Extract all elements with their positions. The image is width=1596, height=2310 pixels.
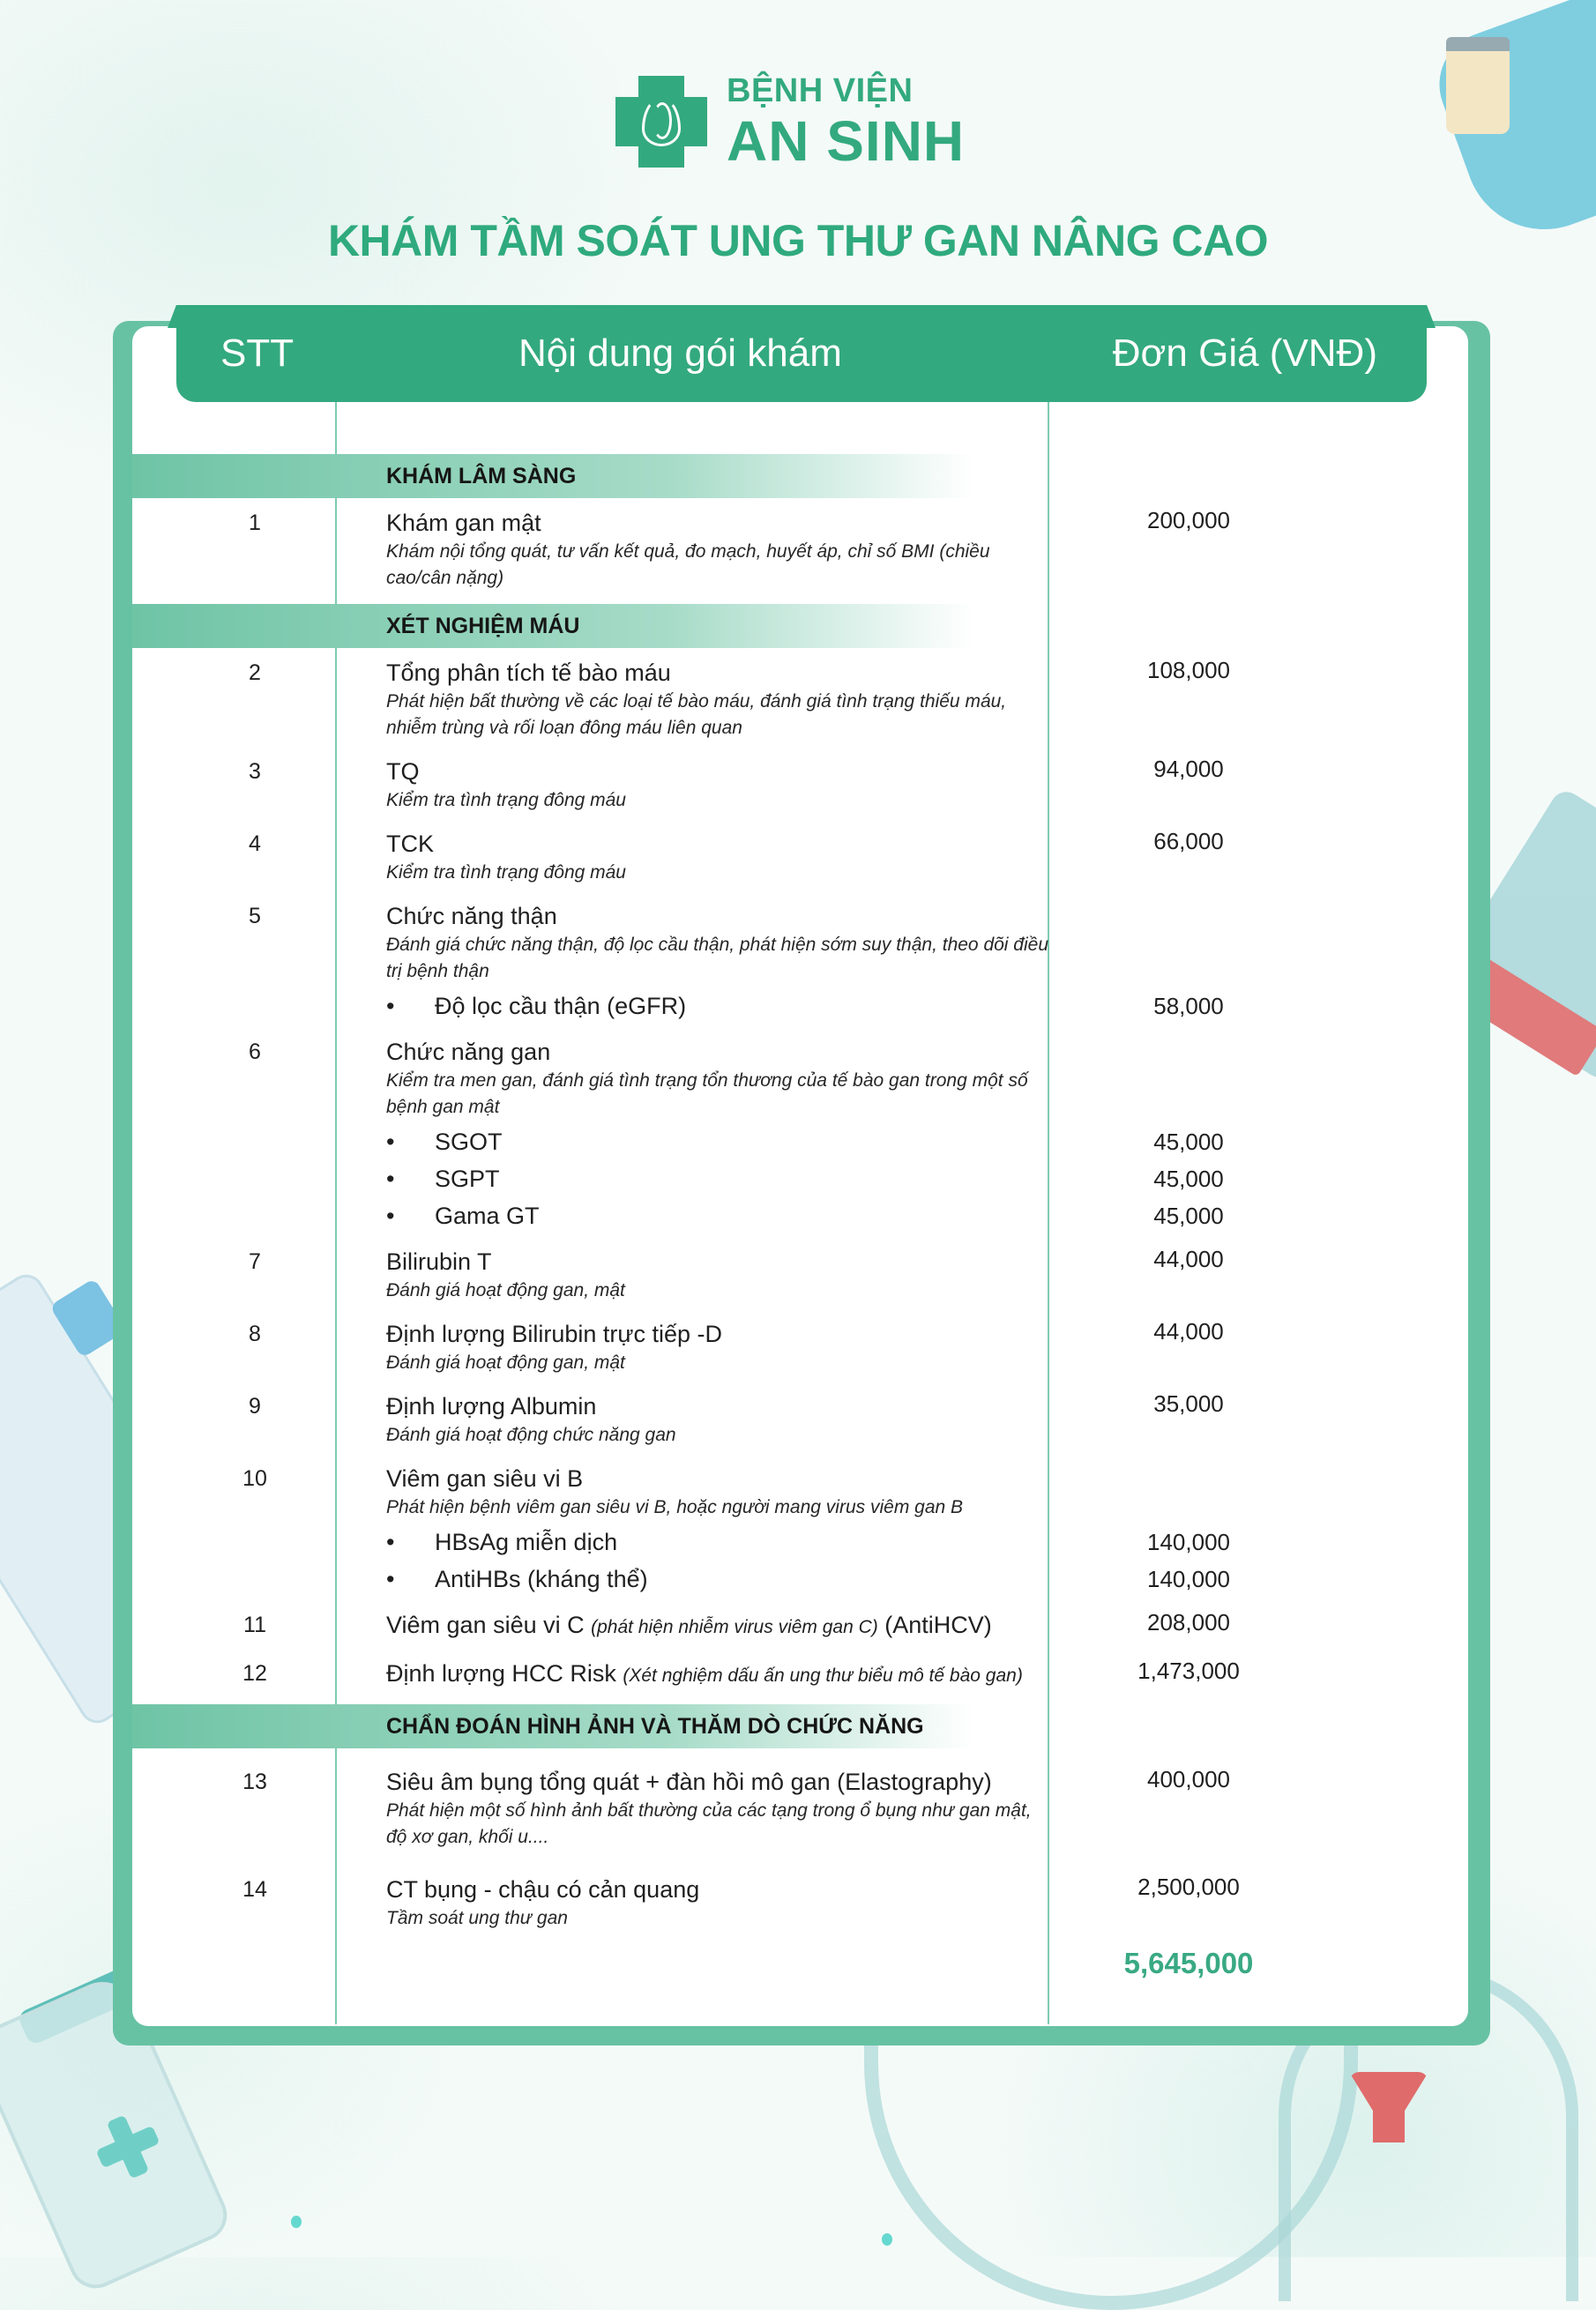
item-name: Tổng phân tích tế bào máu (386, 659, 671, 686)
row-stt: 10 (242, 1466, 267, 1491)
row-stt: 5 (249, 904, 261, 928)
row-price: 1,473,000 (1137, 1658, 1240, 1684)
sample-jar-illustration-icon (1446, 37, 1510, 134)
row-price: 44,000 (1153, 1246, 1224, 1272)
item-description: Khám nội tổng quát, tư vấn kết quả, đo mạch, huyết áp, chỉ số BMI (chiều cao/cân nặng) (386, 541, 990, 588)
row-content (386, 1874, 1056, 1932)
sub-item-price: 45,000 (1153, 1129, 1224, 1155)
hospital-cross-logo-icon (615, 76, 707, 168)
table-row (132, 1027, 1468, 1237)
item-description: Phát hiện bất thường về các loại tế bào máu, đánh giá tình trạng thiếu máu, nhiễm trùng và rối loạn đông máu liên quan (386, 691, 1007, 738)
row-price: 2,500,000 (1137, 1874, 1240, 1900)
row-stt: 9 (249, 1394, 261, 1419)
header-stt: STT (220, 332, 295, 375)
row-price: 200,000 (1147, 507, 1230, 533)
row-price: 94,000 (1153, 756, 1224, 782)
item-description: Kiểm tra tình trạng đông máu (386, 790, 626, 810)
row-content (386, 1246, 1056, 1304)
item-name: Khám gan mật (386, 510, 541, 536)
sub-item-name: HBsAg miễn dịch (435, 1529, 618, 1555)
sub-item (386, 1200, 1224, 1232)
table-row (132, 1649, 1468, 1697)
item-name: Định lượng Albumin (386, 1393, 597, 1420)
hospital-name-line1: BỆNH VIỆN (727, 72, 914, 109)
hospital-name-line2: AN SINH (727, 109, 966, 173)
sub-item-name: SGPT (435, 1166, 500, 1192)
total-price: 5,645,000 (1123, 1947, 1254, 1979)
bullet-icon: • (386, 1203, 395, 1229)
row-stt: 2 (249, 660, 261, 685)
table-row (132, 498, 1468, 597)
item-name: Định lượng HCC Risk (Xét nghiệm dấu ấn ung thư biểu mô tế bào gan) (386, 1660, 1023, 1687)
row-stt: 4 (249, 831, 261, 856)
table-row (132, 747, 1468, 819)
item-description: Phát hiện một số hình ảnh bất thường của các tạng trong ổ bụng như gan mật, độ xơ gan, khối u.... (386, 1800, 1032, 1847)
table-body (132, 454, 1468, 1937)
sub-item-name: Gama GT (435, 1203, 540, 1229)
row-content (386, 1463, 1230, 1595)
bullet-icon: • (386, 993, 395, 1019)
table-row (132, 1600, 1468, 1649)
row-stt: 12 (242, 1661, 267, 1686)
item-name: TCK (386, 831, 434, 857)
item-description: Đánh giá hoạt động gan, mật (386, 1280, 625, 1300)
table-row (132, 1382, 1468, 1454)
item-name: CT bụng - chậu có cản quang (386, 1876, 700, 1903)
row-content (386, 756, 1056, 814)
item-description: Đánh giá chức năng thận, độ lọc cầu thận, phát hiện sớm suy thận, theo dõi điều trị bệnh thận (386, 935, 1049, 981)
row-stt: 6 (249, 1040, 261, 1064)
item-name: Viêm gan siêu vi B (386, 1465, 584, 1492)
row-price: 66,000 (1153, 828, 1224, 854)
row-stt: 1 (249, 510, 261, 535)
table-header (176, 305, 1427, 402)
bullet-icon: • (386, 1129, 395, 1155)
item-name: Bilirubin T (386, 1248, 492, 1275)
sub-item-name: Độ lọc cầu thận (eGFR) (435, 993, 687, 1019)
table-row (132, 1748, 1468, 1856)
header-content: Nội dung gói khám (518, 332, 842, 375)
table-row (132, 891, 1468, 1027)
table-row (132, 648, 1468, 747)
row-content (386, 507, 1056, 592)
row-price: 400,000 (1147, 1766, 1230, 1792)
hospital-logo (615, 72, 966, 173)
table-row (132, 1856, 1468, 1937)
table-row (132, 819, 1468, 891)
item-name: Viêm gan siêu vi C (phát hiện nhiễm virus viêm gan C) (AntiHCV) (386, 1612, 992, 1638)
sub-item-price: 45,000 (1153, 1203, 1224, 1229)
section-title: CHẨN ĐOÁN HÌNH ẢNH VÀ THĂM DÒ CHỨC NĂNG (386, 1713, 924, 1739)
item-name: TQ (386, 758, 420, 785)
row-content (386, 828, 1056, 886)
hospital-name (727, 72, 966, 173)
row-price: 108,000 (1147, 657, 1230, 683)
table-row (132, 1309, 1468, 1382)
item-description: Tầm soát ung thư gan (386, 1908, 568, 1928)
item-description: Đánh giá hoạt động chức năng gan (386, 1425, 676, 1445)
row-stt: 14 (242, 1877, 267, 1902)
item-description: Phát hiện bệnh viêm gan siêu vi B, hoặc người mang virus viêm gan B (386, 1497, 964, 1517)
bullet-icon: • (386, 1566, 395, 1592)
item-name: Chức năng gan (386, 1039, 551, 1065)
row-content (386, 1609, 1056, 1643)
row-stt: 3 (249, 759, 261, 784)
row-stt: 13 (242, 1770, 267, 1794)
row-stt: 11 (243, 1613, 266, 1637)
decorative-dot-icon (882, 2233, 892, 2246)
page-title: KHÁM TẦM SOÁT UNG THƯ GAN NÂNG CAO (327, 216, 1269, 265)
sub-item-price: 58,000 (1153, 993, 1224, 1019)
item-note: (Xét nghiệm dấu ấn ung thư biểu mô tế bào gan) (623, 1665, 1023, 1686)
row-content (386, 1658, 1056, 1692)
bullet-icon: • (386, 1166, 395, 1192)
sub-item (386, 1526, 1230, 1558)
item-note: (phát hiện nhiễm virus viêm gan C) (591, 1617, 878, 1637)
row-stt: 8 (249, 1322, 261, 1346)
item-description: Kiểm tra tình trạng đông máu (386, 862, 626, 883)
row-price: 44,000 (1153, 1318, 1224, 1345)
sub-item (386, 1126, 1224, 1158)
section-title: XÉT NGHIỆM MÁU (386, 613, 580, 638)
row-stt: 7 (249, 1249, 261, 1274)
row-content (386, 1318, 1056, 1376)
row-content (386, 1036, 1224, 1232)
row-price: 35,000 (1153, 1390, 1224, 1417)
sub-item-name: AntiHBs (kháng thể) (435, 1566, 648, 1592)
section-header (132, 604, 1468, 648)
table-row (132, 1454, 1468, 1600)
item-name: Định lượng Bilirubin trực tiếp -D (386, 1321, 722, 1347)
row-content (386, 1766, 1056, 1851)
item-name: Chức năng thận (386, 903, 557, 929)
item-description: Đánh giá hoạt động gan, mật (386, 1352, 625, 1373)
decorative-dot-icon (291, 2216, 302, 2228)
section-header (132, 454, 1468, 498)
item-name: Siêu âm bụng tổng quát + đàn hồi mô gan (Elastography) (386, 1769, 992, 1795)
sub-item-price: 45,000 (1153, 1166, 1224, 1192)
sub-item (386, 1563, 1230, 1595)
table-row (132, 1237, 1468, 1309)
bullet-icon: • (386, 1529, 395, 1555)
sub-item (386, 990, 1224, 1022)
row-price: 208,000 (1147, 1609, 1230, 1636)
row-content (386, 1390, 1056, 1449)
sub-item-price: 140,000 (1147, 1529, 1230, 1555)
header-price: Đơn Giá (VNĐ) (1112, 332, 1377, 375)
sub-item-price: 140,000 (1147, 1566, 1230, 1592)
row-content (386, 657, 1056, 741)
lotus-leaf-icon (653, 102, 672, 139)
section-title: KHÁM LÂM SÀNG (386, 463, 577, 488)
sub-item-name: SGOT (435, 1129, 503, 1155)
section-header (132, 1704, 1468, 1748)
row-content (386, 900, 1224, 1022)
item-description: Kiểm tra men gan, đánh giá tình trạng tổn thương của tế bào gan trong một số bệnh gan mật (386, 1070, 1028, 1117)
sub-item (386, 1163, 1224, 1195)
